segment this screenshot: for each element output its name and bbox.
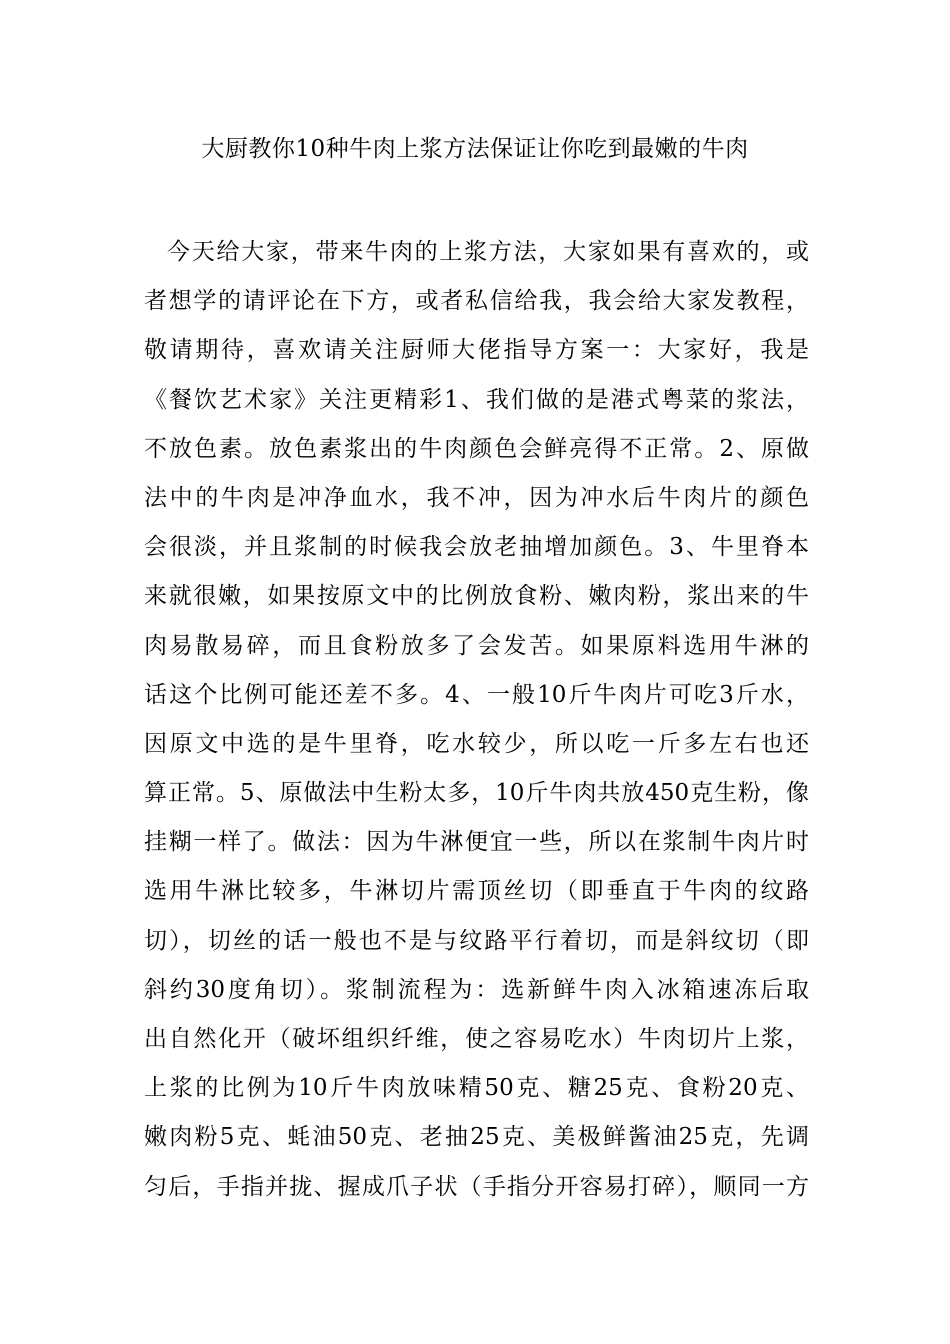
document-body	[144, 228, 809, 1212]
body-line: 《餐饮艺术家》关注更精彩1、我们做的是港式粤菜的浆法，	[144, 386, 809, 413]
body-line: 今天给大家，带来牛肉的上浆方法，大家如果有喜欢的，或	[167, 239, 809, 265]
body-line: 话这个比例可能还差不多。4、一般10斤牛肉片可吃3斤水，	[144, 681, 809, 708]
document-title: 大厨教你10种牛肉上浆方法保证让你吃到最嫩的牛肉	[201, 136, 749, 162]
body-line: 切），切丝的话一般也不是与纹路平行着切，而是斜纹切（即	[144, 927, 809, 954]
body-line: 肉易散易碎，而且食粉放多了会发苦。如果原料选用牛淋的	[144, 632, 809, 659]
body-line: 会很淡，并且浆制的时候我会放老抽增加颜色。3、牛里脊本	[144, 534, 809, 561]
body-line: 算正常。5、原做法中生粉太多，10斤牛肉共放450克生粉，像	[144, 780, 809, 807]
body-line: 斜约30度角切）。浆制流程为：选新鲜牛肉入冰箱速冻后取	[144, 976, 809, 1003]
body-line: 嫩肉粉5克、蚝油50克、老抽25克、美极鲜酱油25克，先调	[144, 1124, 809, 1151]
body-line: 出自然化开（破坏组织纤维，使之容易吃水）牛肉切片上浆，	[144, 1026, 809, 1052]
body-line: 不放色素。放色素浆出的牛肉颜色会鲜亮得不正常。2、原做	[144, 435, 809, 462]
body-line: 上浆的比例为10斤牛肉放味精50克、糖25克、食粉20克、	[144, 1075, 809, 1102]
body-line: 匀后，手指并拢、握成爪子状（手指分开容易打碎），顺同一方	[144, 1173, 809, 1200]
body-line: 者想学的请评论在下方，或者私信给我，我会给大家发教程，	[144, 288, 809, 315]
body-line: 挂糊一样了。做法：因为牛淋便宜一些，所以在浆制牛肉片时	[144, 829, 809, 856]
body-line: 选用牛淋比较多，牛淋切片需顶丝切（即垂直于牛肉的纹路	[144, 878, 809, 905]
body-line: 来就很嫩，如果按原文中的比例放食粉、嫩肉粉，浆出来的牛	[144, 583, 809, 610]
body-line: 因原文中选的是牛里脊，吃水较少，所以吃一斤多左右也还	[144, 730, 809, 757]
body-line: 敬请期待，喜欢请关注厨师大佬指导方案一：大家好，我是	[144, 337, 809, 364]
body-line: 法中的牛肉是冲净血水，我不冲，因为冲水后牛肉片的颜色	[144, 484, 809, 511]
